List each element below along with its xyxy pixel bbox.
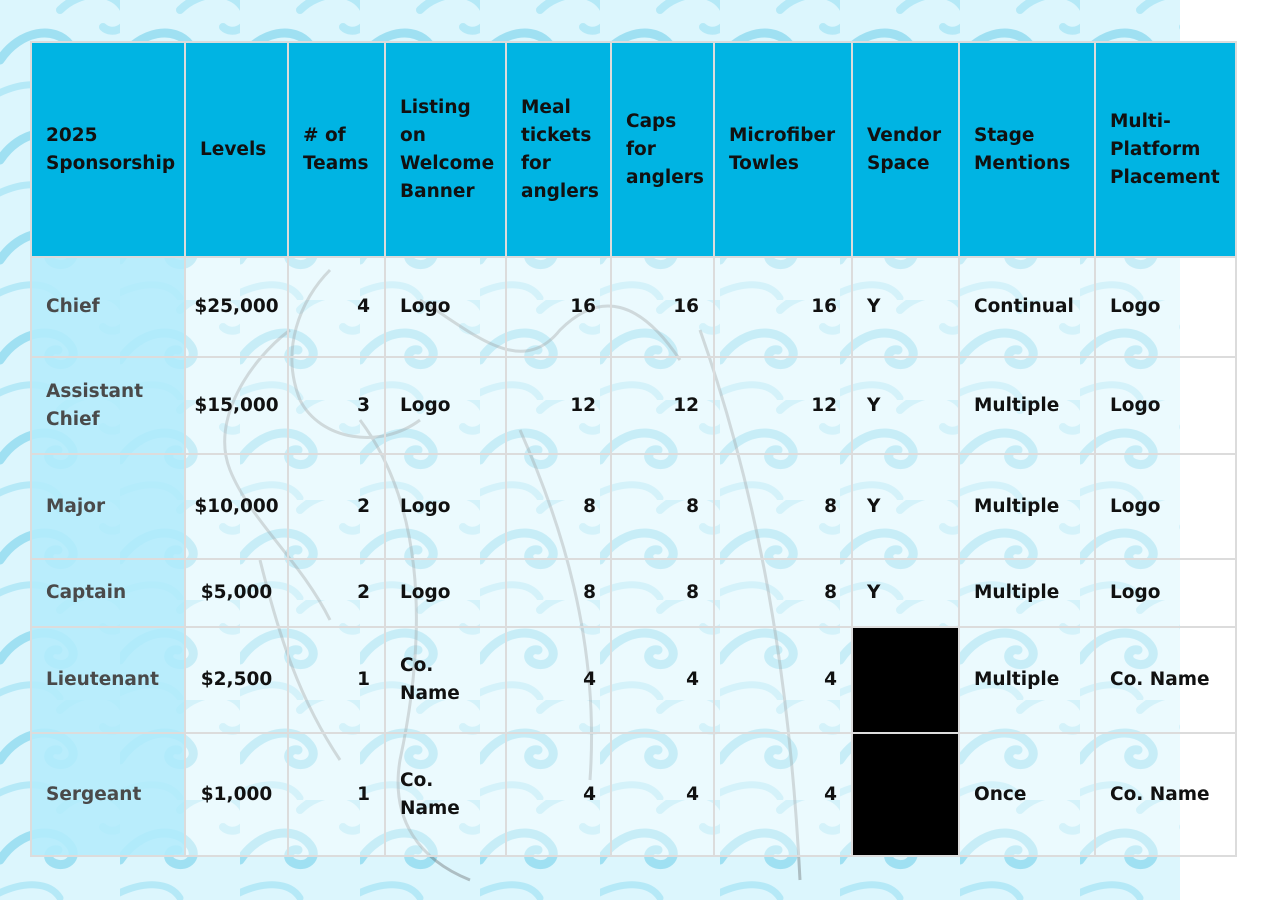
meal-tickets: 16 [506, 257, 611, 357]
towels-count: 8 [714, 454, 852, 559]
teams-count: 4 [288, 257, 385, 357]
header-vendor-space: Vendor Space [852, 42, 959, 257]
stage-mentions: Continual [959, 257, 1095, 357]
level-name: Assistant Chief [31, 357, 185, 454]
towels-count: 8 [714, 559, 852, 627]
stage-mentions: Multiple [959, 559, 1095, 627]
multi-platform: Logo [1095, 559, 1236, 627]
banner-listing: Logo [385, 257, 506, 357]
header-meal-tickets: Meal tickets for anglers [506, 42, 611, 257]
banner-listing: Logo [385, 357, 506, 454]
header-welcome-banner: Listing on Welcome Banner [385, 42, 506, 257]
stage-mentions: Multiple [959, 454, 1095, 559]
level-amount: $5,000 [185, 559, 288, 627]
meal-tickets: 8 [506, 454, 611, 559]
multi-platform: Logo [1095, 357, 1236, 454]
level-amount: $2,500 [185, 627, 288, 733]
header-caps: Caps for anglers [611, 42, 714, 257]
meal-tickets: 12 [506, 357, 611, 454]
caps-count: 16 [611, 257, 714, 357]
level-amount: $1,000 [185, 733, 288, 856]
multi-platform: Co. Name [1095, 627, 1236, 733]
stage-mentions: Multiple [959, 357, 1095, 454]
header-towels: Microfiber Towles [714, 42, 852, 257]
meal-tickets: 8 [506, 559, 611, 627]
table-row [31, 627, 1236, 733]
level-name: Sergeant [31, 733, 185, 856]
vendor-space-blackout [852, 627, 959, 733]
caps-count: 4 [611, 733, 714, 856]
level-amount: $15,000 [185, 357, 288, 454]
multi-platform: Logo [1095, 257, 1236, 357]
teams-count: 2 [288, 559, 385, 627]
teams-count: 3 [288, 357, 385, 454]
caps-count: 8 [611, 559, 714, 627]
header-stage-mentions: Stage Mentions [959, 42, 1095, 257]
towels-count: 4 [714, 627, 852, 733]
multi-platform: Co. Name [1095, 733, 1236, 856]
vendor-space: Y [852, 357, 959, 454]
level-amount: $25,000 [185, 257, 288, 357]
towels-count: 16 [714, 257, 852, 357]
teams-count: 1 [288, 733, 385, 856]
banner-listing: Co. Name [385, 627, 506, 733]
towels-count: 12 [714, 357, 852, 454]
table-row [31, 454, 1236, 559]
header-teams: # of Teams [288, 42, 385, 257]
table-row [31, 559, 1236, 627]
multi-platform: Logo [1095, 454, 1236, 559]
vendor-space: Y [852, 454, 959, 559]
banner-listing: Co. Name [385, 733, 506, 856]
banner-listing: Logo [385, 559, 506, 627]
stage-mentions: Multiple [959, 627, 1095, 733]
header-multi-platform: Multi-Platform Placement [1095, 42, 1236, 257]
stage-mentions: Once [959, 733, 1095, 856]
caps-count: 12 [611, 357, 714, 454]
teams-count: 2 [288, 454, 385, 559]
level-name: Captain [31, 559, 185, 627]
table-row [31, 357, 1236, 454]
teams-count: 1 [288, 627, 385, 733]
level-name: Chief [31, 257, 185, 357]
vendor-space: Y [852, 257, 959, 357]
vendor-space: Y [852, 559, 959, 627]
caps-count: 4 [611, 627, 714, 733]
table-row [31, 733, 1236, 856]
level-name: Major [31, 454, 185, 559]
towels-count: 4 [714, 733, 852, 856]
vendor-space-blackout [852, 733, 959, 856]
meal-tickets: 4 [506, 627, 611, 733]
header-row [31, 42, 1236, 257]
level-amount: $10,000 [185, 454, 288, 559]
level-name: Lieutenant [31, 627, 185, 733]
banner-listing: Logo [385, 454, 506, 559]
caps-count: 8 [611, 454, 714, 559]
header-sponsorship: 2025 Sponsorship [31, 42, 185, 257]
table-row [31, 257, 1236, 357]
sponsorship-table [30, 41, 1237, 857]
header-levels: Levels [185, 42, 288, 257]
meal-tickets: 4 [506, 733, 611, 856]
